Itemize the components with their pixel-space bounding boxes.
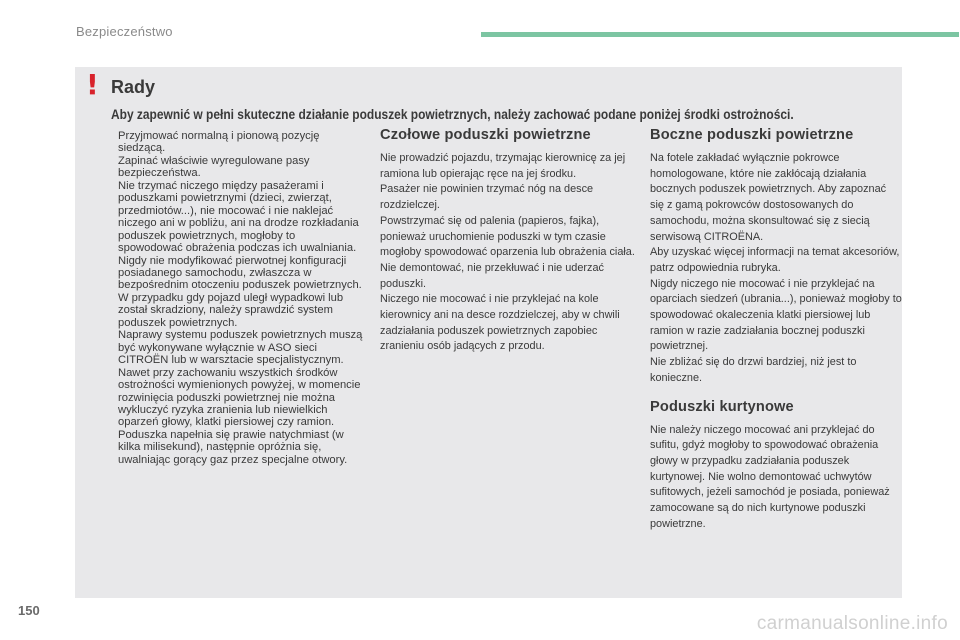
paragraph: Nie zbliżać się do drzwi bardziej, niż jest to konieczne.	[650, 356, 857, 384]
side-airbags-heading: Boczne poduszki powietrzne	[650, 127, 854, 143]
curtain-airbags-body	[650, 423, 902, 533]
panel-subtitle: Aby zapewnić w pełni skuteczne działanie poduszek powietrznych, należy zachować podane poniżej środki ostrożności.	[111, 107, 794, 122]
front-airbags-heading: Czołowe poduszki powietrzne	[380, 127, 591, 143]
paragraph: Naprawy systemu poduszek powietrznych muszą być wykonywane wyłącznie w ASO sieci CITROËN lub w warsztacie specjalistycznym.	[118, 329, 363, 367]
side-and-curtain-airbags-column	[650, 127, 902, 532]
watermark: carmanualsonline.info	[756, 613, 948, 634]
paragraph: Przyjmować normalną i pionową pozycję siedzącą.	[118, 130, 320, 155]
header-accent-bar	[481, 32, 959, 37]
curtain-airbags-heading: Poduszki kurtynowe	[650, 398, 794, 415]
paragraph: Nie trzymać niczego między pasażerami i poduszkami powietrznymi (dzieci, zwierząt, przedmiotów...), nie mocować i nie naklejać niczego ani w pobliżu, ani na drodze rozkładania poduszek powietrznych, mogłoby to spowodować obrażenia podczas ich uwalniania.	[118, 179, 359, 255]
general-precautions-column	[118, 130, 363, 466]
section-header-title: Bezpieczeństwo	[76, 24, 173, 39]
paragraph: Nigdy niczego nie mocować i nie przyklejać na oparciach siedzeń (ubrania...), ponieważ mogłoby to spowodować okaleczenia klatki piersiowej lub ramion w razie zadziałania bocznej poduszki powietrznej.	[650, 277, 902, 353]
paragraph: Nie prowadzić pojazdu, trzymając kierownicę za jej ramiona lub opierając ręce na jej środku.	[380, 152, 626, 180]
paragraph: Powstrzymać się od palenia (papieros, fajka), ponieważ uruchomienie poduszki w tym czasie mogłoby spowodować oparzenia lub obrażenia ciała.	[380, 214, 635, 259]
paragraph: Nigdy nie modyfikować pierwotnej konfiguracji posiadanego samochodu, zwłaszcza w bezpośrednim otoczeniu poduszek powietrznych.	[118, 254, 362, 292]
panel-title: Rady	[111, 77, 156, 97]
paragraph: Zapinać właściwie wyregulowane pasy bezpieczeństwa.	[118, 154, 310, 180]
paragraph: Niczego nie mocować i nie przyklejać na kole kierownicy ani na desce rozdzielczej, aby w chwili zadziałania poduszek powietrznych zapobiec zranieniu osób jadących z przodu.	[380, 293, 620, 353]
paragraph: W przypadku gdy pojazd uległ wypadkowi lub został skradziony, należy sprawdzić system poduszek powietrznych.	[118, 291, 344, 329]
paragraph: Na fotele zakładać wyłącznie pokrowce homologowane, które nie zakłócają działania bocznych poduszek powietrznych. Aby zapoznać się z gamą pokrowców dostosowanych do samochodu, można skonsultować się z siecią serwisową CITROËNA.	[650, 152, 887, 243]
front-airbags-column	[380, 127, 635, 355]
paragraph: Nawet przy zachowaniu wszystkich środków ostrożności wymienionych powyżej, w momencie rozwinięcia poduszki powietrznej nie można wykluczyć ryzyka zranienia lub niewielkich oparzeń głowy, klatki piersiowej czy ramion. Poduszka napełnia się prawie natychmiast (w kilka milisekund), następnie opróżnia się, uwalniając gorący gaz przez specjalne otwory.	[118, 366, 361, 466]
exclamation-icon: !	[86, 68, 99, 101]
paragraph: Aby uzyskać więcej informacji na temat akcesoriów, patrz odpowiednia rubryka.	[650, 246, 900, 274]
paragraph: Nie demontować, nie przekłuwać i nie uderzać poduszki.	[380, 261, 604, 290]
paragraph: Pasażer nie powinien trzymać nóg na desce rozdzielczej.	[380, 183, 594, 212]
side-airbags-body	[650, 151, 902, 387]
section-spacer	[650, 387, 902, 399]
tips-panel	[75, 67, 902, 598]
page-number: 150	[18, 603, 40, 618]
paragraph: Nie należy niczego mocować ani przyklejać do sufitu, gdyż mogłoby to spowodować obrażenia głowy w przypadku zadziałania poduszek kurtynowej. Nie wolno demontować uchwytów sufitowych, jeżeli samochód je posiada, ponieważ zamocowane są do nich kurtynowe poduszki powietrzne.	[650, 423, 890, 530]
front-airbags-body	[380, 151, 635, 355]
